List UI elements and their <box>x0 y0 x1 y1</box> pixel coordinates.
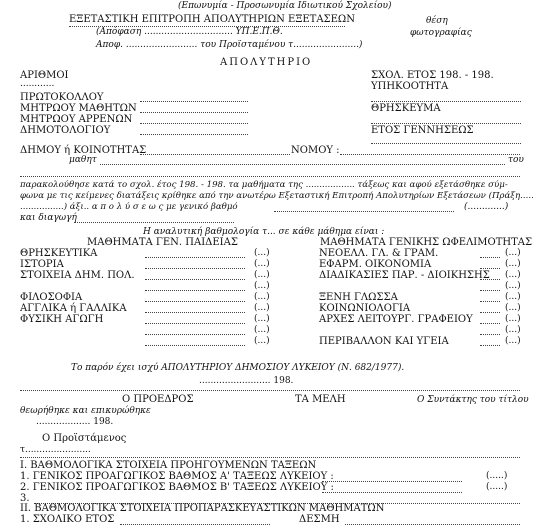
gen-ed-grade-number: (...) <box>254 259 270 269</box>
municipality-field[interactable] <box>140 154 290 155</box>
gen-util-grade-number: (...) <box>505 292 521 302</box>
photo-place-label: θέση <box>426 16 448 26</box>
gen-util-grade-field[interactable] <box>480 290 500 291</box>
members-label: ΤΑ ΜΕΛΗ <box>295 394 346 405</box>
gen-util-grade-number: (...) <box>505 270 521 280</box>
gen-util-grade-field[interactable] <box>480 312 500 313</box>
numbers-label: ΑΡΙΘΜΟΙ <box>20 70 69 81</box>
gen-ed-grade-number: (...) <box>254 303 270 313</box>
citizenship-label: ΥΠΗΚΟΟΤΗΤΑ <box>371 81 449 92</box>
gen-ed-grade-number: (...) <box>254 336 270 346</box>
gen-util-subject-label: ΞΕΝΗ ΓΛΩΣΣΑ <box>319 292 398 303</box>
gen-ed-subject-label: ΘΡΗΣΚΕΥΤΙΚΑ <box>20 248 98 259</box>
gen-util-grade-number: (...) <box>505 314 521 324</box>
section-previous-grades: Ι. ΒΑΘΜΟΛΟΓΙΚΑ ΣΤΟΙΧΕΙΑ ΠΡΟΗΓΟΥΜΕΝΩΝ ΤΑΞΕΩΝ <box>20 460 317 471</box>
students-reg-field[interactable] <box>140 112 248 113</box>
students-reg-label: ΜΗΤΡΩΟΥ ΜΑΘΗΤΩΝ <box>20 103 137 114</box>
gen-util-subject-label: ΔΙΑΔΙΚΑΣΙΕΣ ΠΑΡ. - ΔΙΟΙΚΗΣΗΣ <box>319 270 490 281</box>
body-line-2: φωνα με τις κείμενες διατάξεις κρίθηκε από την ανωτέρω Εξεταστική Επιτροπή Απολυτηρίων Εξετάσεων (Πράξη..... <box>20 191 534 201</box>
issue-date: ......................... 198. <box>199 376 294 386</box>
males-reg-field[interactable] <box>140 123 248 124</box>
desmi-field[interactable] <box>345 524 520 525</box>
section-prep-grades: ΙΙ. ΒΑΘΜΟΛΟΓΙΚΑ ΣΤΟΙΧΕΙΑ ΠΡΟΠΑΡΑΣΚΕΥΑΣΤΙΚΩΝ ΜΑΘΗΜΑΤΩΝ <box>20 503 385 514</box>
gen-ed-grade-field[interactable] <box>145 312 245 313</box>
municipal-reg-field[interactable] <box>140 134 248 135</box>
gen-ed-grade-number: (...) <box>254 292 270 302</box>
certified-label: θεωρήθηκε και επικυρώθηκε <box>20 406 151 416</box>
prefecture-field[interactable] <box>340 154 520 155</box>
gen-util-grade-number: (...) <box>505 325 521 335</box>
gen-util-subject-label: ΠΕΡΙΒΑΛΛΟΝ ΚΑΙ ΥΓΕΙΑ <box>319 336 449 347</box>
gen-ed-grade-field[interactable] <box>145 301 245 302</box>
citizenship-field[interactable] <box>371 101 521 102</box>
father-name-field[interactable] <box>20 176 520 177</box>
gen-ed-subject-label: ΦΥΣΙΚΗ ΑΓΩΓΗ <box>20 314 104 325</box>
gen-util-grade-field[interactable] <box>480 301 500 302</box>
grade-b-number: (.....) <box>486 482 508 492</box>
desmi-label: ΔΕΣΜΗ <box>299 514 340 525</box>
author-label: Ο Συντάκτης του τίτλου <box>417 395 529 405</box>
gen-ed-grade-field[interactable] <box>145 345 245 346</box>
school-year: ΣΧΟΛ. ΕΤΟΣ 198. - 198. <box>371 70 494 81</box>
gen-ed-grade-field[interactable] <box>145 268 245 269</box>
gen-ed-subject-label: ΣΤΟΙΧΕΙΑ ΔΗΜ. ΠΟΛ. <box>20 270 135 281</box>
gen-util-grade-field[interactable] <box>480 268 500 269</box>
general-grade-number: (.............) <box>464 202 509 212</box>
of-label: του <box>508 155 524 165</box>
director-decision-line: Αποφ. ......................... του Προϊσταμένου τ.......................) <box>96 40 363 50</box>
gen-util-subject-label: ΝΕΟΕΛΛ. ΓΛ. & ΓΡΑΜ. <box>319 248 439 259</box>
grade-b-label: 2. ΓΕΝΙΚΟΣ ΠΡΟΑΓΩΓΙΚΟΣ ΒΑΘΜΟΣ Β' ΤΑΞΕΩΣ ΛΥΚΕΙΟΥ : <box>20 482 334 493</box>
grade-a-number: (.....) <box>486 471 508 481</box>
school-year-field[interactable] <box>120 524 270 525</box>
body-line-3: ................) άξι.. α π ο λ ύ σ ε ω ς με γενικό βαθμό <box>20 202 238 212</box>
gen-util-grade-number: (...) <box>505 336 521 346</box>
religion-label: ΘΡΗΣΚΕΥΜΑ <box>371 103 441 114</box>
general-grade-field[interactable] <box>274 211 454 212</box>
gen-util-grade-field[interactable] <box>480 345 500 346</box>
gen-util-subject-label: ΚΟΙΝΩΝΙΟΛΟΓΙΑ <box>319 303 411 314</box>
decision-line: (Απόφαση ............................... ΥΠ.Ε.Π.Θ. <box>96 27 283 37</box>
supervisor-label: Ο Προϊστάμενος <box>42 433 127 444</box>
separator-dots <box>20 390 520 391</box>
gen-ed-grade-field[interactable] <box>145 323 245 324</box>
item-3-label: 3. <box>20 493 30 504</box>
body-line-4: και διαγωγή <box>20 213 77 223</box>
gen-util-grade-number: (...) <box>505 303 521 313</box>
school-name-hint: (Επωνυμία - Προσωνυμία Ιδιωτικού Σχολείου) <box>178 1 392 11</box>
school-year-label: 1. ΣΧΟΛΙΚΟ ΕΤΟΣ <box>20 514 115 525</box>
birth-year-field[interactable] <box>371 143 521 144</box>
certified-date: ................... 198. <box>36 417 114 427</box>
gen-util-grade-field[interactable] <box>480 334 500 335</box>
gen-ed-grade-number: (...) <box>254 270 270 280</box>
student-name-field[interactable] <box>100 164 505 165</box>
gen-ed-grade-number: (...) <box>254 248 270 258</box>
grade-a-field[interactable] <box>322 481 462 482</box>
numbers-dots: ............ <box>20 79 55 89</box>
body-line-1: παρακολούθησε κατά το σχολ. έτος 198. - 198. τα μαθήματα της .................. τάξεως και αφού εξετάσθηκε σύμ- <box>20 180 508 190</box>
protocol-field[interactable] <box>140 101 248 102</box>
gen-ed-grade-number: (...) <box>254 325 270 335</box>
gen-ed-subject-label: ΦΙΛΟΣΟΦΙΑ <box>20 292 83 303</box>
gen-util-grade-field[interactable] <box>480 279 500 280</box>
president-label: Ο ΠΡΟΕΔΡΟΣ <box>122 394 194 405</box>
validity-note: Το παρόν έχει ισχύ ΑΠΟΛΥΤΗΡΙΟΥ ΔΗΜΟΣΙΟΥ ΛΥΚΕΙΟΥ (Ν. 682/1977). <box>71 363 405 373</box>
gen-util-grade-number: (...) <box>505 259 521 269</box>
grade-a-label: 1. ΓΕΝΙΚΟΣ ΠΡΟΑΓΩΓΙΚΟΣ ΒΑΘΜΟΣ Α' ΤΑΞΕΩΣ ΛΥΚΕΙΟΥ : <box>20 471 334 482</box>
gen-util-grade-field[interactable] <box>480 323 500 324</box>
general-education-header: ΜΑΘΗΜΑΤΑ ΓΕΝ. ΠΑΙΔΕΙΑΣ <box>87 237 238 248</box>
municipality-label: ΔΗΜΟΥ ή ΚΟΙΝΟΤΗΤΑΣ <box>20 145 147 156</box>
gen-ed-grade-field[interactable] <box>145 257 245 258</box>
grades-intro: Η αναλυτική βαθμολογία τ... σε κάθε μάθημα είναι : <box>143 227 385 237</box>
gen-ed-grade-number: (...) <box>254 281 270 291</box>
prefecture-label: ΝΟΜΟΥ : <box>291 145 340 156</box>
protocol-label: ΠΡΩΤΟΚΟΛΛΟΥ <box>20 92 104 103</box>
religion-field[interactable] <box>371 123 521 124</box>
general-utility-header: ΜΑΘΗΜΑΤΑ ΓΕΝΙΚΗΣ ΩΦΕΛΙΜΟΤΗΤΑΣ <box>320 237 533 248</box>
student-label: μαθητ <box>69 155 97 165</box>
males-reg-label: ΜΗΤΡΩΟΥ ΑΡΡΕΝΩΝ <box>20 114 133 125</box>
gen-util-subject-label: ΕΦΑΡΜ. ΟΙΚΟΝΟΜΙΑ <box>319 259 432 270</box>
gen-ed-grade-field[interactable] <box>145 334 245 335</box>
gen-ed-grade-field[interactable] <box>145 279 245 280</box>
gen-util-subject-label: ΑΡΧΕΣ ΛΕΙΤΟΥΡΓ. ΓΡΑΦΕΙΟΥ <box>319 314 473 325</box>
gen-ed-subject-label: ΙΣΤΟΡΙΑ <box>20 259 64 270</box>
committee-title: ΕΞΕΤΑΣΤΙΚΗ ΕΠΙΤΡΟΠΗ ΑΠΟΛΥΤΗΡΙΩΝ ΕΞΕΤΑΣΕΩΝ <box>69 14 355 25</box>
gen-util-grade-number: (...) <box>505 248 521 258</box>
gen-ed-subject-label: ΑΓΓΛΙΚΑ ή ΓΑΛΛΙΚΑ <box>20 303 127 314</box>
birth-year-label: ΕΤΟΣ ΓΕΝΝΗΣΕΩΣ <box>371 125 474 136</box>
grade-b-field[interactable] <box>322 492 462 493</box>
page-title: ΑΠΟΛΥΤΗΡΙΟ <box>220 57 313 68</box>
gen-util-grade-field[interactable] <box>480 257 500 258</box>
municipal-reg-label: ΔΗΜΟΤΟΛΟΓΙΟΥ <box>20 125 111 136</box>
gen-ed-grade-number: (...) <box>254 314 270 324</box>
gen-util-grade-number: (...) <box>505 281 521 291</box>
conduct-field[interactable] <box>74 222 234 223</box>
photo-label: φωτογραφίας <box>410 28 472 38</box>
separator-dots-2 <box>20 457 520 458</box>
gen-ed-grade-field[interactable] <box>145 290 245 291</box>
supervisor-of: τ....................... <box>20 445 91 455</box>
